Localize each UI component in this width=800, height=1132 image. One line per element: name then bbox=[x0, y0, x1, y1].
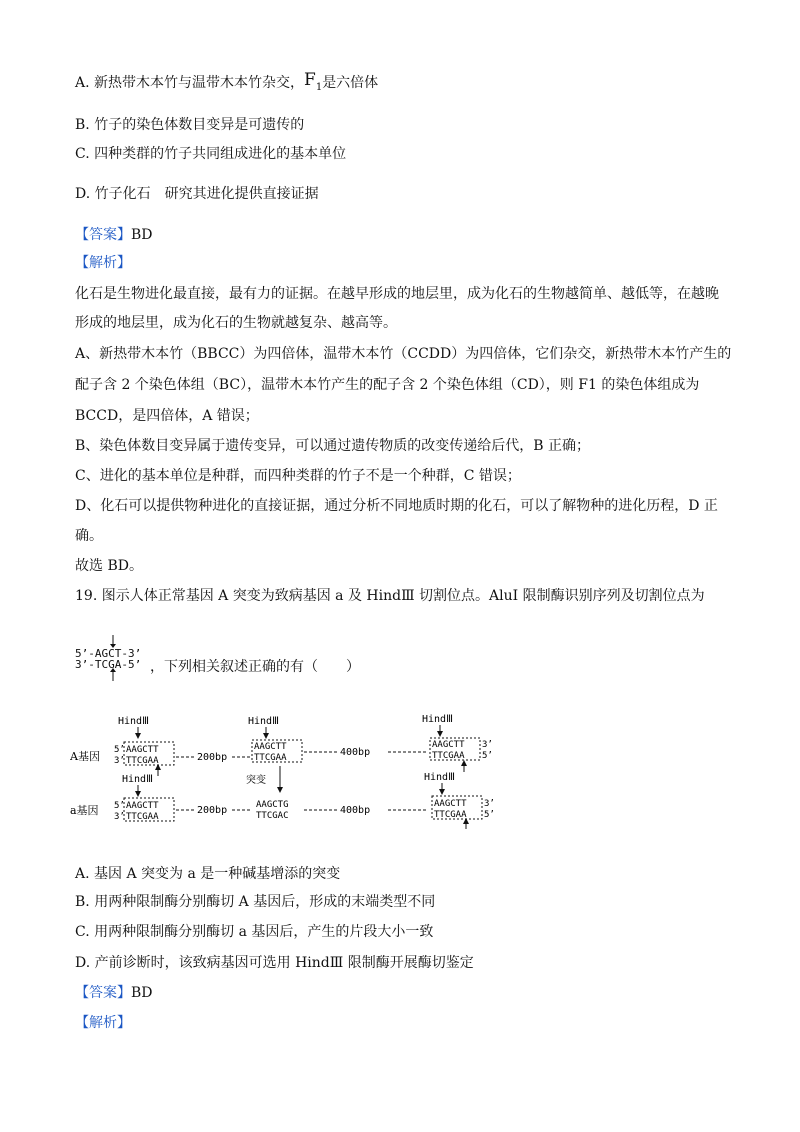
q19-option-d: D. 产前诊断时，该致病基因可选用 HindⅢ 限制酶开展酶切鉴定 bbox=[75, 955, 474, 971]
q18-answer: 【答案】BD bbox=[75, 227, 153, 243]
site-bottom: TTCGAA bbox=[432, 751, 465, 761]
enzyme-label-a1: HindⅢ bbox=[118, 716, 149, 727]
enzyme-label-b1: HindⅢ bbox=[122, 774, 153, 785]
site-bottom: TTCGAA bbox=[254, 753, 287, 763]
answer-tag: 【答案】 bbox=[75, 227, 131, 243]
site-top: AAGCTT bbox=[432, 740, 465, 750]
site-top: AAGCTT bbox=[254, 742, 287, 752]
three-prime: 3’ bbox=[114, 756, 125, 766]
site-bottom: TTCGAA bbox=[434, 810, 467, 820]
q18-analysis-tag: 【解析】 bbox=[75, 255, 131, 271]
q18-option-b: B. 竹子的染色体数目变异是可遗传的 bbox=[75, 117, 305, 133]
gap-400bp-a: 400bp bbox=[340, 747, 371, 758]
gap-200bp-a: 200bp bbox=[197, 752, 228, 763]
gene-A-label: A基因 bbox=[70, 750, 100, 763]
enzyme-label-a2: HindⅢ bbox=[248, 716, 279, 727]
gap-400bp-b: 400bp bbox=[340, 805, 371, 816]
analysis-a-line1: A、新热带木本竹（BBCC）为四倍体，温带木本竹（CCDD）为四倍体，它们杂交，新热带木本竹产生的 bbox=[75, 346, 732, 362]
three-prime: 3’ bbox=[114, 812, 125, 822]
q19-option-c: C. 用两种限制酶分别酶切 a 基因后，产生的片段大小一致 bbox=[75, 924, 434, 940]
mutated-top: AAGCTG bbox=[256, 800, 289, 810]
analysis-paragraph: 化石是生物进化最直接，最有力的证据。在越早形成的地层里，成为化石的生物越简单、越低等，在越晚 bbox=[75, 286, 719, 302]
site-bottom: TTCGAA bbox=[126, 812, 159, 822]
enzyme-label-b3: HindⅢ bbox=[424, 772, 455, 783]
q18-option-c: C. 四种类群的竹子共同组成进化的基本单位 bbox=[75, 146, 347, 162]
enzyme-label-a3: HindⅢ bbox=[422, 714, 453, 725]
site-top: AAGCTT bbox=[126, 801, 159, 811]
five-prime: 5’ bbox=[114, 801, 125, 811]
five-prime: 5’ bbox=[114, 745, 125, 755]
q19-option-a: A. 基因 A 突变为 a 是一种碱基增添的突变 bbox=[75, 866, 341, 882]
five-prime: 5’ bbox=[484, 810, 495, 820]
analysis-b: B、染色体数目变异属于遗传变异，可以通过遗传物质的改变传递给后代，B 正确； bbox=[75, 438, 591, 454]
answer-tag: 【答案】 bbox=[75, 985, 131, 1001]
q19-stem-end: ，下列相关叙述正确的有（ ） bbox=[150, 659, 360, 675]
gap-200bp-b: 200bp bbox=[197, 805, 228, 816]
site-top: AAGCTT bbox=[434, 799, 467, 809]
q18-option-d: D. 竹子化石 研究其进化提供直接证据 bbox=[75, 186, 319, 202]
alu-bottom-strand: 3’-TCGA-5’ bbox=[75, 658, 142, 671]
five-prime: 5’ bbox=[482, 751, 493, 761]
analysis-c: C、进化的基本单位是种群，而四种类群的竹子不是一个种群，C 错误； bbox=[75, 468, 521, 484]
analysis-a-line2: 配子含 2 个染色体组（BC），温带木本竹产生的配子含 2 个染色体组（CD），则 F1 的染色体组成为 bbox=[75, 377, 700, 393]
q19-stem: 19. 图示人体正常基因 A 突变为致病基因 a 及 HindⅢ 切割位点。AluⅠ 限制酶识别序列及切割位点为 bbox=[75, 588, 705, 604]
mutated-bottom: TTCGAC bbox=[256, 811, 289, 821]
three-prime: 3’ bbox=[482, 740, 493, 750]
analysis-conclusion: 故选 BD。 bbox=[75, 558, 143, 574]
gene-a-label: a基因 bbox=[70, 804, 99, 817]
site-top: AAGCTT bbox=[126, 745, 159, 755]
analysis-d-line2: 确。 bbox=[75, 528, 103, 544]
analysis-d-line1: D、化石可以提供物种进化的直接证据，通过分析不同地质时期的化石，可以了解物种的进化历程，D 正 bbox=[75, 498, 718, 514]
mutation-label: 突变 bbox=[246, 775, 266, 786]
alu-top-strand: 5’-AGCT-3’ bbox=[75, 647, 142, 660]
q19-answer: 【答案】BD bbox=[75, 985, 153, 1001]
q19-option-b: B. 用两种限制酶分别酶切 A 基因后，形成的末端类型不同 bbox=[75, 894, 436, 910]
q19-analysis-tag: 【解析】 bbox=[75, 1015, 131, 1031]
hindiii-diagram bbox=[70, 710, 500, 830]
site-bottom: TTCGAA bbox=[126, 756, 159, 766]
three-prime: 3’ bbox=[484, 799, 495, 809]
analysis-paragraph-cont: 形成的地层里，成为化石的生物就越复杂、越高等。 bbox=[75, 315, 397, 331]
analysis-a-line3: BCCD，是四倍体，A 错误； bbox=[75, 408, 259, 424]
q18-option-a: A. 新热带木本竹与温带木本竹杂交，$F_1$是六倍体 bbox=[75, 70, 379, 93]
